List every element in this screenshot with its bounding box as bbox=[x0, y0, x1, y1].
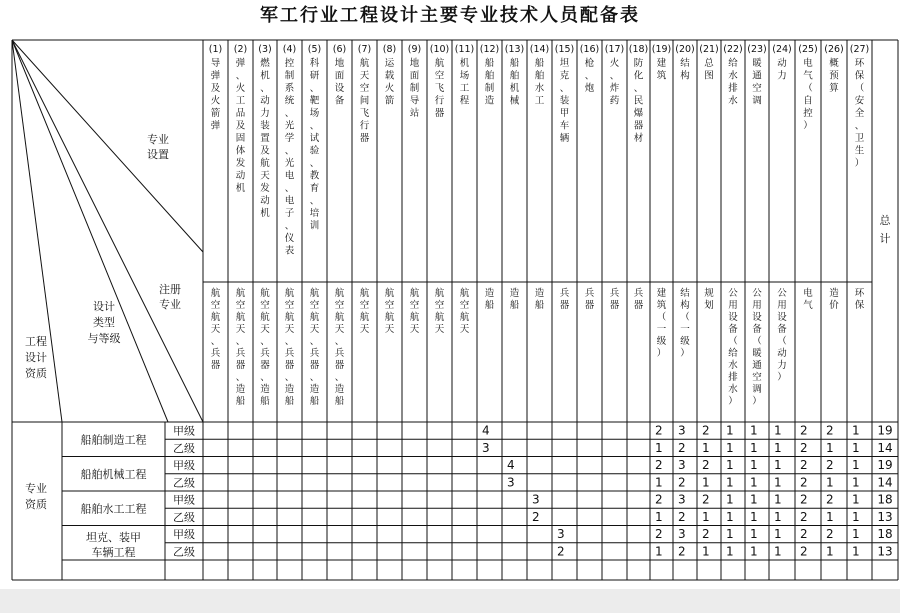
column-registered-4: 航空航天、兵器、造船 bbox=[284, 288, 295, 407]
column-registered-7: 航空航天 bbox=[359, 288, 370, 335]
column-specialty-8: 运载火箭 bbox=[384, 58, 395, 107]
column-number-7: (7) bbox=[357, 44, 372, 55]
staff-count: 1 bbox=[726, 527, 734, 542]
qualification-group-label-2: 资质 bbox=[25, 498, 47, 511]
column-number-16: (16) bbox=[579, 44, 600, 55]
staff-count: 1 bbox=[852, 423, 860, 438]
grade-label: 乙级 bbox=[173, 476, 195, 490]
corner-registered-specialty-2: 专业 bbox=[159, 298, 181, 311]
staff-count: 2 bbox=[678, 544, 686, 559]
staff-count: 1 bbox=[826, 475, 834, 490]
corner-design-type: 设计 bbox=[93, 300, 115, 313]
staff-count: 2 bbox=[826, 423, 834, 438]
staff-count: 2 bbox=[826, 492, 834, 507]
total-header: 总计 bbox=[879, 214, 891, 245]
row-total: 18 bbox=[877, 527, 893, 542]
column-registered-12: 造船 bbox=[484, 288, 495, 311]
staff-count: 1 bbox=[702, 509, 710, 524]
staff-count: 1 bbox=[852, 440, 860, 455]
corner-qualification-3: 资质 bbox=[25, 367, 47, 380]
staff-count: 1 bbox=[750, 423, 758, 438]
column-number-12: (12) bbox=[479, 44, 500, 55]
corner-design-type-3: 与等级 bbox=[87, 332, 121, 345]
staff-count: 1 bbox=[726, 458, 734, 473]
staff-count: 1 bbox=[852, 458, 860, 473]
grade-label: 甲级 bbox=[173, 424, 195, 438]
qualification-group-label: 专业 bbox=[25, 482, 47, 495]
column-registered-2: 航空航天、兵器、造船 bbox=[235, 288, 246, 407]
column-registered-5: 航空航天、兵器、造船 bbox=[309, 288, 320, 407]
staff-count: 2 bbox=[532, 509, 540, 524]
column-specialty-22: 给水排水 bbox=[728, 58, 738, 107]
staff-count: 1 bbox=[750, 527, 758, 542]
staff-count: 1 bbox=[774, 458, 782, 473]
diagonal-3 bbox=[12, 40, 62, 422]
staff-count: 1 bbox=[726, 509, 734, 524]
staff-count: 1 bbox=[774, 440, 782, 455]
staff-count: 2 bbox=[800, 458, 808, 473]
staff-count: 1 bbox=[852, 527, 860, 542]
column-specialty-14: 船舶水工 bbox=[534, 58, 545, 107]
group-name-4-2: 车辆工程 bbox=[91, 545, 136, 559]
corner-specialty-setting: 专业 bbox=[147, 133, 169, 146]
column-number-1: (1) bbox=[208, 44, 223, 55]
grade-label: 甲级 bbox=[173, 493, 195, 507]
corner-specialty-setting-2: 设置 bbox=[147, 148, 169, 161]
group-name-3: 船舶水工工程 bbox=[80, 502, 147, 516]
staff-count: 2 bbox=[702, 492, 710, 507]
column-number-6: (6) bbox=[332, 44, 347, 55]
column-specialty-10: 航空飞行器 bbox=[434, 58, 445, 119]
column-registered-24: 公用设备（动力） bbox=[777, 288, 787, 383]
bottom-scroll-band bbox=[0, 589, 900, 613]
staff-count: 2 bbox=[800, 509, 808, 524]
column-number-19: (19) bbox=[651, 44, 672, 55]
row-total: 13 bbox=[877, 509, 893, 524]
staff-count: 1 bbox=[826, 544, 834, 559]
staff-count: 3 bbox=[557, 527, 565, 542]
staff-count: 2 bbox=[800, 475, 808, 490]
column-specialty-13: 船舶机械 bbox=[509, 58, 520, 107]
column-number-21: (21) bbox=[699, 44, 719, 55]
staff-count: 3 bbox=[507, 475, 515, 490]
staff-count: 3 bbox=[482, 440, 490, 455]
staff-count: 3 bbox=[678, 423, 686, 438]
staff-count: 2 bbox=[800, 440, 808, 455]
column-registered-11: 航空航天 bbox=[459, 288, 470, 335]
column-number-10: (10) bbox=[429, 44, 450, 55]
staff-count: 1 bbox=[750, 440, 758, 455]
staff-count: 1 bbox=[750, 475, 758, 490]
column-specialty-7: 航天空间飞行器 bbox=[359, 58, 370, 144]
column-specialty-21: 总图 bbox=[704, 58, 714, 82]
staff-count: 2 bbox=[557, 544, 565, 559]
group-name-4: 坦克、装甲 bbox=[86, 530, 141, 544]
staff-count: 1 bbox=[852, 492, 860, 507]
column-specialty-17: 火、炸药 bbox=[609, 58, 620, 107]
column-number-14: (14) bbox=[529, 44, 550, 55]
column-specialty-23: 暖通空调 bbox=[752, 58, 762, 107]
staff-count: 1 bbox=[655, 509, 663, 524]
column-specialty-12: 船舶制造 bbox=[484, 58, 495, 107]
column-specialty-15: 坦克、装甲车辆 bbox=[559, 58, 570, 144]
row-total: 14 bbox=[877, 475, 893, 490]
staff-count: 3 bbox=[678, 458, 686, 473]
staff-count: 1 bbox=[852, 475, 860, 490]
staff-count: 3 bbox=[678, 492, 686, 507]
staff-count: 2 bbox=[655, 423, 663, 438]
column-number-2: (2) bbox=[233, 44, 248, 55]
column-specialty-3: 燃机、动力装置及航天发动机 bbox=[260, 58, 270, 219]
staff-count: 1 bbox=[702, 544, 710, 559]
row-total: 14 bbox=[877, 440, 893, 455]
staff-count: 2 bbox=[800, 492, 808, 507]
staff-count: 2 bbox=[655, 492, 663, 507]
staff-count: 2 bbox=[678, 440, 686, 455]
staff-count: 1 bbox=[750, 544, 758, 559]
column-number-8: (8) bbox=[382, 44, 397, 55]
column-registered-3: 航空航天、兵器、造船 bbox=[260, 288, 270, 407]
group-name-2: 船舶机械工程 bbox=[80, 467, 147, 481]
staff-count: 1 bbox=[750, 458, 758, 473]
column-number-15: (15) bbox=[554, 44, 575, 55]
staff-count: 4 bbox=[507, 458, 515, 473]
diagonal-4 bbox=[12, 40, 168, 422]
staff-count: 3 bbox=[678, 527, 686, 542]
grade-label: 甲级 bbox=[173, 528, 195, 542]
corner-qualification-2: 设计 bbox=[25, 351, 47, 364]
column-number-26: (26) bbox=[824, 44, 844, 55]
column-number-9: (9) bbox=[407, 44, 422, 55]
column-specialty-2: 弹、火工品及固体发动机 bbox=[235, 58, 246, 194]
column-specialty-24: 动力 bbox=[777, 58, 787, 82]
column-registered-10: 航空航天 bbox=[434, 288, 445, 335]
column-number-22: (22) bbox=[723, 44, 743, 55]
staff-count: 1 bbox=[826, 509, 834, 524]
column-number-13: (13) bbox=[504, 44, 525, 55]
column-specialty-18: 防化、民爆器材 bbox=[633, 58, 644, 144]
column-specialty-4: 控制系统、光学、光电、电子、仪表 bbox=[284, 58, 295, 257]
column-number-17: (17) bbox=[604, 44, 625, 55]
staff-count: 1 bbox=[726, 475, 734, 490]
staff-count: 1 bbox=[750, 492, 758, 507]
staff-count: 1 bbox=[655, 475, 663, 490]
staff-count: 2 bbox=[826, 458, 834, 473]
diagonal-1 bbox=[12, 40, 203, 252]
column-specialty-11: 机场工程 bbox=[459, 58, 470, 107]
column-number-5: (5) bbox=[307, 44, 322, 55]
column-registered-26: 造价 bbox=[829, 288, 839, 311]
staff-count: 1 bbox=[655, 440, 663, 455]
column-registered-21: 规划 bbox=[704, 288, 714, 311]
column-number-24: (24) bbox=[772, 44, 792, 55]
staff-count: 3 bbox=[532, 492, 540, 507]
row-total: 13 bbox=[877, 544, 893, 559]
column-registered-19: 建筑（一级） bbox=[656, 288, 667, 359]
staff-count: 1 bbox=[852, 509, 860, 524]
column-registered-20: 结构（一级） bbox=[680, 288, 690, 359]
grade-label: 甲级 bbox=[173, 459, 195, 473]
grade-label: 乙级 bbox=[173, 510, 195, 524]
column-specialty-9: 地面制导站 bbox=[409, 58, 420, 119]
staff-count: 2 bbox=[702, 458, 710, 473]
staff-count: 1 bbox=[852, 544, 860, 559]
staff-count: 1 bbox=[726, 423, 734, 438]
page-title: 军工行业工程设计主要专业技术人员配备表 bbox=[260, 5, 640, 26]
staff-count: 1 bbox=[774, 423, 782, 438]
corner-qualification: 工程 bbox=[25, 335, 47, 348]
column-registered-15: 兵器 bbox=[559, 288, 570, 311]
column-number-27: (27) bbox=[849, 44, 870, 55]
column-number-18: (18) bbox=[628, 44, 649, 55]
column-specialty-26: 概预算 bbox=[829, 58, 839, 94]
column-specialty-27: 环保（安全、卫生） bbox=[854, 58, 865, 169]
staff-count: 1 bbox=[726, 492, 734, 507]
column-registered-17: 兵器 bbox=[609, 288, 620, 311]
corner-registered-specialty: 注册 bbox=[159, 283, 181, 296]
staff-count: 2 bbox=[655, 458, 663, 473]
staff-count: 1 bbox=[655, 544, 663, 559]
column-specialty-16: 枪、炮 bbox=[584, 58, 595, 94]
column-number-4: (4) bbox=[282, 44, 297, 55]
staff-count: 1 bbox=[774, 544, 782, 559]
column-specialty-6: 地面设备 bbox=[334, 58, 345, 107]
column-registered-8: 航空航天 bbox=[384, 288, 395, 335]
column-number-3: (3) bbox=[258, 44, 272, 55]
staff-count: 1 bbox=[774, 527, 782, 542]
column-registered-16: 兵器 bbox=[584, 288, 595, 311]
staff-count: 2 bbox=[702, 527, 710, 542]
staff-count: 1 bbox=[750, 509, 758, 524]
row-total: 19 bbox=[877, 423, 893, 438]
staff-count: 2 bbox=[702, 423, 710, 438]
column-specialty-19: 建筑 bbox=[656, 58, 667, 82]
staff-count: 1 bbox=[826, 440, 834, 455]
staff-count: 2 bbox=[655, 527, 663, 542]
column-specialty-1: 导弹及火箭弹 bbox=[210, 58, 221, 132]
column-specialty-25: 电气（自控） bbox=[803, 58, 813, 132]
column-registered-23: 公用设备（暖通空调） bbox=[752, 288, 762, 407]
column-number-25: (25) bbox=[798, 44, 818, 55]
grade-label: 乙级 bbox=[173, 441, 195, 455]
staff-count: 4 bbox=[482, 423, 490, 438]
staff-count: 1 bbox=[774, 492, 782, 507]
staff-count: 2 bbox=[800, 527, 808, 542]
column-registered-25: 电气 bbox=[803, 288, 813, 311]
column-specialty-5: 科研、靶场、试验、教育、培训 bbox=[309, 58, 320, 232]
staff-count: 1 bbox=[774, 509, 782, 524]
column-registered-14: 造船 bbox=[534, 288, 545, 311]
staff-count: 2 bbox=[800, 544, 808, 559]
column-registered-1: 航空航天、兵器 bbox=[210, 288, 221, 371]
column-specialty-20: 结构 bbox=[680, 58, 690, 82]
grade-label: 乙级 bbox=[173, 545, 195, 559]
staff-count: 2 bbox=[678, 475, 686, 490]
staff-count: 1 bbox=[726, 544, 734, 559]
column-registered-27: 环保 bbox=[854, 288, 865, 311]
column-registered-6: 航空航天、兵器、造船 bbox=[334, 288, 345, 407]
staff-count: 1 bbox=[702, 475, 710, 490]
staff-count: 2 bbox=[800, 423, 808, 438]
column-number-20: (20) bbox=[675, 44, 695, 55]
corner-design-type-2: 类型 bbox=[93, 316, 115, 329]
group-name-1: 船舶制造工程 bbox=[80, 433, 147, 447]
row-total: 18 bbox=[877, 492, 893, 507]
column-number-11: (11) bbox=[454, 44, 475, 55]
column-registered-22: 公用设备（给水排水） bbox=[728, 288, 738, 407]
column-registered-13: 造船 bbox=[509, 288, 520, 311]
staff-count: 1 bbox=[774, 475, 782, 490]
column-registered-18: 兵器 bbox=[633, 288, 644, 311]
staff-count: 1 bbox=[726, 440, 734, 455]
column-registered-9: 航空航天 bbox=[409, 288, 420, 335]
staff-count: 1 bbox=[702, 440, 710, 455]
column-number-23: (23) bbox=[747, 44, 767, 55]
staff-count: 2 bbox=[826, 527, 834, 542]
diagonal-2 bbox=[12, 40, 203, 422]
staff-count: 2 bbox=[678, 509, 686, 524]
row-total: 19 bbox=[877, 458, 893, 473]
